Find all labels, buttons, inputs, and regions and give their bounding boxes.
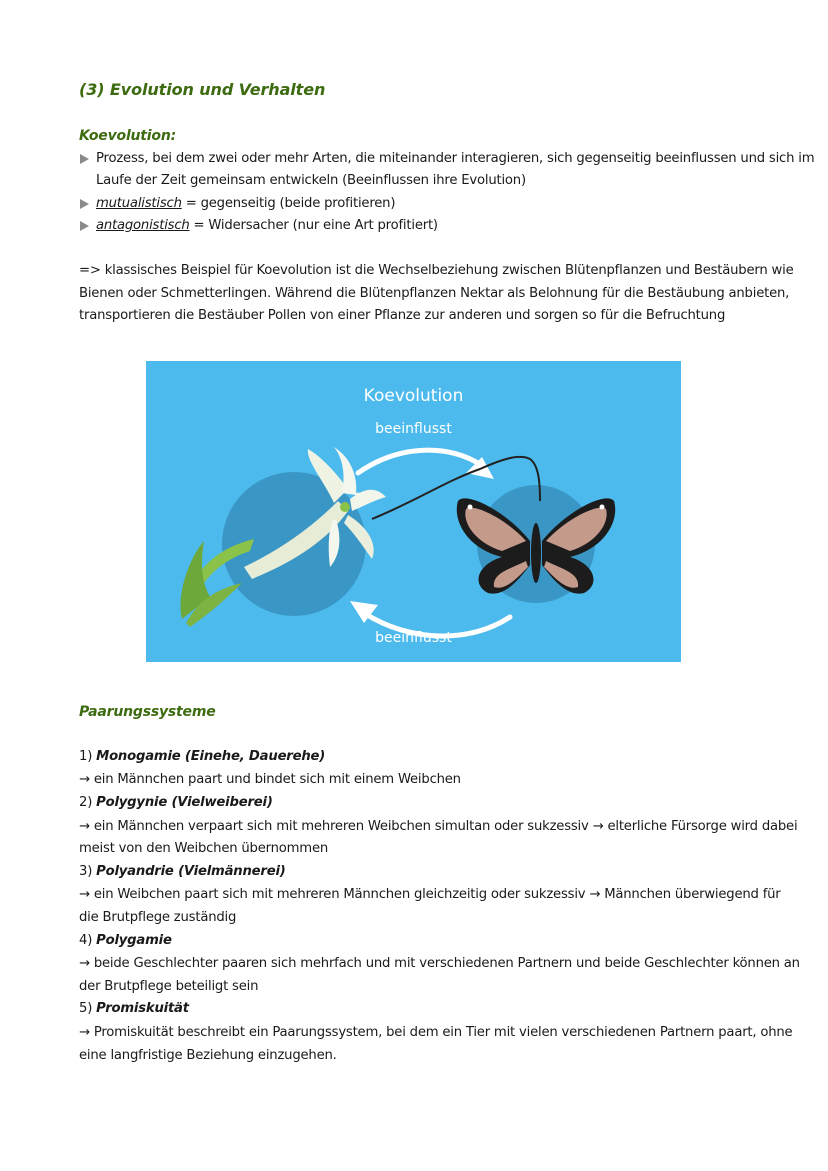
- bullet-triangle-icon: [80, 221, 89, 231]
- bullet-triangle-icon: [80, 199, 89, 209]
- paarung-heading: Paarungssysteme: [79, 704, 216, 720]
- item3-term: Polyandrie (Vielmännerei): [96, 864, 286, 879]
- figure-top-label: beeinflusst: [375, 421, 452, 437]
- bullet-triangle-icon: [80, 154, 89, 164]
- bullet2-definition: = gegenseitig (beide profitieren): [181, 196, 396, 211]
- figure-bottom-label: beeinflusst: [375, 630, 452, 646]
- item5-term: Promiskuität: [96, 1001, 189, 1016]
- figure-title: Koevolution: [363, 386, 464, 406]
- item5-line2: eine langfristige Beziehung einzugehen.: [79, 1048, 337, 1063]
- item2-line2: meist von den Weibchen übernommen: [79, 841, 329, 856]
- item2-number: 2): [79, 795, 97, 810]
- item4-title: [79, 932, 172, 950]
- bullet1-line2: Laufe der Zeit gemeinsam entwickeln (Beeinflussen ihre Evolution): [96, 173, 526, 188]
- koevolution-heading: Koevolution:: [79, 128, 176, 144]
- koevolution-figure: [146, 361, 681, 662]
- section-title: (3) Evolution und Verhalten: [79, 80, 326, 99]
- bullet3: [96, 217, 438, 235]
- item4-line2: der Brutpflege beteiligt sein: [79, 979, 259, 994]
- item5-line1: → Promiskuität beschreibt ein Paarungssystem, bei dem ein Tier mit vielen verschiedenen Partnern paart, ohne: [79, 1025, 793, 1040]
- bullet2: [96, 195, 395, 213]
- example-line2: Bienen oder Schmetterlingen. Während die Blütenpflanzen Nektar als Belohnung für die Bestäubung anbieten,: [79, 286, 790, 301]
- bullet3-definition: = Widersacher (nur eine Art profitiert): [189, 218, 438, 233]
- top-arrow-icon: [358, 450, 494, 479]
- bullet1-line1: Prozess, bei dem zwei oder mehr Arten, die miteinander interagieren, sich gegenseitig beeinflussen und sich im: [96, 151, 815, 166]
- item4-term: Polygamie: [96, 933, 172, 948]
- item3-line2: die Brutpflege zuständig: [79, 910, 237, 925]
- item1-title: [79, 748, 325, 766]
- example-line3: transportieren die Bestäuber Pollen von einer Pflanze zur anderen und sorgen so für die Befruchtung: [79, 308, 726, 323]
- item3-line1: → ein Weibchen paart sich mit mehreren Männchen gleichzeitig oder sukzessiv → Männchen überwiegend für: [79, 887, 781, 902]
- item2-term: Polygynie (Vielweiberei): [96, 795, 273, 810]
- example-line1: => klassisches Beispiel für Koevolution ist die Wechselbeziehung zwischen Blütenpflanzen und Bestäubern wie: [79, 263, 794, 278]
- item2-title: [79, 794, 273, 812]
- item5-title: [79, 1000, 189, 1018]
- term-antagonistisch: antagonistisch: [96, 218, 190, 233]
- item4-number: 4): [79, 933, 97, 948]
- item1-line1: → ein Männchen paart und bindet sich mit einem Weibchen: [79, 772, 461, 787]
- item1-number: 1): [79, 749, 97, 764]
- item2-line1: → ein Männchen verpaart sich mit mehreren Weibchen simultan oder sukzessiv → elterliche Fürsorge wird dabei: [79, 819, 798, 834]
- term-mutualistisch: mutualistisch: [96, 196, 182, 211]
- figure-graphic: [146, 361, 681, 662]
- item3-title: [79, 863, 286, 881]
- item1-term: Monogamie (Einehe, Dauerehe): [96, 749, 326, 764]
- item5-number: 5): [79, 1001, 97, 1016]
- item3-number: 3): [79, 864, 97, 879]
- item4-line1: → beide Geschlechter paaren sich mehrfach und mit verschiedenen Partnern und beide Geschlechter können an: [79, 956, 800, 971]
